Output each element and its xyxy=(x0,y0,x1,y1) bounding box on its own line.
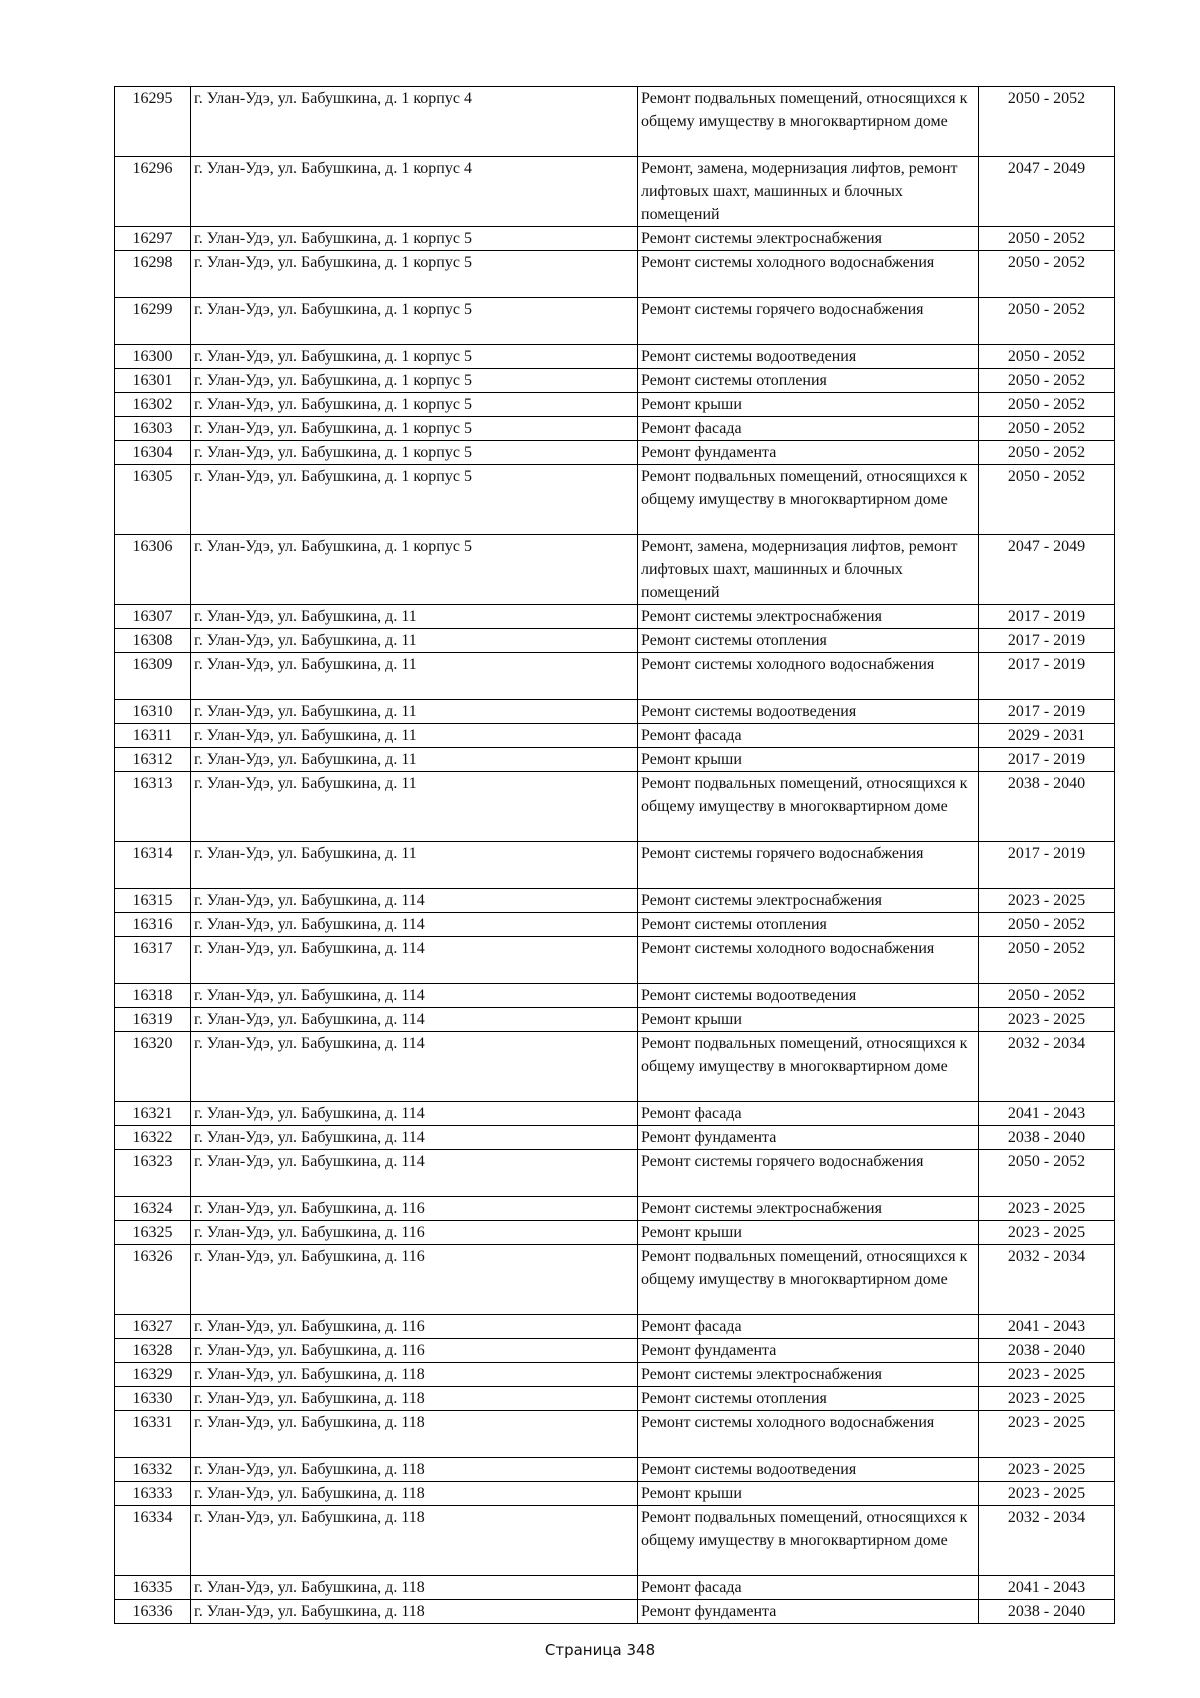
table-row xyxy=(115,1576,1115,1600)
address-cell: г. Улан-Удэ, ул. Бабушкина, д. 1 корпус 5 xyxy=(191,465,638,535)
row-number-cell: 16313 xyxy=(115,772,191,842)
table-row xyxy=(115,700,1115,724)
address-cell: г. Улан-Удэ, ул. Бабушкина, д. 118 xyxy=(191,1600,638,1624)
table-row xyxy=(115,345,1115,369)
table-row xyxy=(115,605,1115,629)
period-cell: 2023 - 2025 xyxy=(979,1197,1115,1221)
address-cell: г. Улан-Удэ, ул. Бабушкина, д. 11 xyxy=(191,700,638,724)
period-cell: 2017 - 2019 xyxy=(979,605,1115,629)
row-number-cell: 16318 xyxy=(115,984,191,1008)
period-cell: 2023 - 2025 xyxy=(979,1363,1115,1387)
address-cell: г. Улан-Удэ, ул. Бабушкина, д. 1 корпус 5 xyxy=(191,535,638,605)
period-cell: 2047 - 2049 xyxy=(979,535,1115,605)
table-row xyxy=(115,1221,1115,1245)
work-type-cell: Ремонт системы горячего водоснабжения xyxy=(638,298,979,345)
period-cell: 2050 - 2052 xyxy=(979,298,1115,345)
work-type-cell: Ремонт фасада xyxy=(638,417,979,441)
table-row xyxy=(115,913,1115,937)
address-cell: г. Улан-Удэ, ул. Бабушкина, д. 1 корпус 4 xyxy=(191,157,638,227)
period-cell: 2050 - 2052 xyxy=(979,417,1115,441)
address-cell: г. Улан-Удэ, ул. Бабушкина, д. 11 xyxy=(191,842,638,889)
work-type-cell: Ремонт системы электроснабжения xyxy=(638,889,979,913)
period-cell: 2017 - 2019 xyxy=(979,700,1115,724)
period-cell: 2050 - 2052 xyxy=(979,251,1115,298)
row-number-cell: 16315 xyxy=(115,889,191,913)
table-row xyxy=(115,1126,1115,1150)
address-cell: г. Улан-Удэ, ул. Бабушкина, д. 114 xyxy=(191,984,638,1008)
table-row xyxy=(115,1032,1115,1102)
table-row xyxy=(115,1008,1115,1032)
work-type-cell: Ремонт подвальных помещений, относящихся к общему имуществу в многоквартирном доме xyxy=(638,87,979,157)
table-row xyxy=(115,772,1115,842)
period-cell: 2050 - 2052 xyxy=(979,227,1115,251)
work-type-cell: Ремонт системы холодного водоснабжения xyxy=(638,1411,979,1458)
work-type-cell: Ремонт системы электроснабжения xyxy=(638,1363,979,1387)
period-cell: 2023 - 2025 xyxy=(979,1458,1115,1482)
address-cell: г. Улан-Удэ, ул. Бабушкина, д. 1 корпус 4 xyxy=(191,87,638,157)
table-row xyxy=(115,1600,1115,1624)
row-number-cell: 16304 xyxy=(115,441,191,465)
address-cell: г. Улан-Удэ, ул. Бабушкина, д. 116 xyxy=(191,1339,638,1363)
row-number-cell: 16335 xyxy=(115,1576,191,1600)
row-number-cell: 16302 xyxy=(115,393,191,417)
address-cell: г. Улан-Удэ, ул. Бабушкина, д. 114 xyxy=(191,1102,638,1126)
table-row xyxy=(115,1482,1115,1506)
work-type-cell: Ремонт системы горячего водоснабжения xyxy=(638,842,979,889)
repair-schedule-table xyxy=(114,86,1115,1624)
table-row xyxy=(115,653,1115,700)
table-row xyxy=(115,441,1115,465)
address-cell: г. Улан-Удэ, ул. Бабушкина, д. 118 xyxy=(191,1458,638,1482)
table-body xyxy=(115,87,1115,1624)
row-number-cell: 16328 xyxy=(115,1339,191,1363)
period-cell: 2050 - 2052 xyxy=(979,913,1115,937)
address-cell: г. Улан-Удэ, ул. Бабушкина, д. 1 корпус 5 xyxy=(191,298,638,345)
row-number-cell: 16317 xyxy=(115,937,191,984)
period-cell: 2023 - 2025 xyxy=(979,1482,1115,1506)
address-cell: г. Улан-Удэ, ул. Бабушкина, д. 116 xyxy=(191,1315,638,1339)
address-cell: г. Улан-Удэ, ул. Бабушкина, д. 114 xyxy=(191,913,638,937)
address-cell: г. Улан-Удэ, ул. Бабушкина, д. 118 xyxy=(191,1576,638,1600)
table-row xyxy=(115,157,1115,227)
address-cell: г. Улан-Удэ, ул. Бабушкина, д. 114 xyxy=(191,1008,638,1032)
work-type-cell: Ремонт крыши xyxy=(638,1221,979,1245)
table-row xyxy=(115,1458,1115,1482)
period-cell: 2023 - 2025 xyxy=(979,889,1115,913)
row-number-cell: 16311 xyxy=(115,724,191,748)
row-number-cell: 16309 xyxy=(115,653,191,700)
work-type-cell: Ремонт фундамента xyxy=(638,1339,979,1363)
address-cell: г. Улан-Удэ, ул. Бабушкина, д. 118 xyxy=(191,1411,638,1458)
period-cell: 2032 - 2034 xyxy=(979,1032,1115,1102)
work-type-cell: Ремонт крыши xyxy=(638,393,979,417)
address-cell: г. Улан-Удэ, ул. Бабушкина, д. 116 xyxy=(191,1221,638,1245)
row-number-cell: 16333 xyxy=(115,1482,191,1506)
work-type-cell: Ремонт фундамента xyxy=(638,441,979,465)
work-type-cell: Ремонт системы электроснабжения xyxy=(638,1197,979,1221)
table-row xyxy=(115,629,1115,653)
table-row xyxy=(115,1339,1115,1363)
period-cell: 2050 - 2052 xyxy=(979,369,1115,393)
work-type-cell: Ремонт системы отопления xyxy=(638,913,979,937)
table-row xyxy=(115,535,1115,605)
table-row xyxy=(115,1506,1115,1576)
address-cell: г. Улан-Удэ, ул. Бабушкина, д. 118 xyxy=(191,1482,638,1506)
address-cell: г. Улан-Удэ, ул. Бабушкина, д. 11 xyxy=(191,724,638,748)
row-number-cell: 16334 xyxy=(115,1506,191,1576)
work-type-cell: Ремонт фасада xyxy=(638,724,979,748)
row-number-cell: 16308 xyxy=(115,629,191,653)
row-number-cell: 16316 xyxy=(115,913,191,937)
period-cell: 2017 - 2019 xyxy=(979,842,1115,889)
address-cell: г. Улан-Удэ, ул. Бабушкина, д. 1 корпус 5 xyxy=(191,417,638,441)
table-row xyxy=(115,724,1115,748)
address-cell: г. Улан-Удэ, ул. Бабушкина, д. 1 корпус 5 xyxy=(191,251,638,298)
period-cell: 2041 - 2043 xyxy=(979,1315,1115,1339)
work-type-cell: Ремонт системы водоотведения xyxy=(638,1458,979,1482)
work-type-cell: Ремонт фасада xyxy=(638,1576,979,1600)
period-cell: 2047 - 2049 xyxy=(979,157,1115,227)
row-number-cell: 16305 xyxy=(115,465,191,535)
row-number-cell: 16306 xyxy=(115,535,191,605)
row-number-cell: 16314 xyxy=(115,842,191,889)
work-type-cell: Ремонт подвальных помещений, относящихся к общему имуществу в многоквартирном доме xyxy=(638,1032,979,1102)
row-number-cell: 16298 xyxy=(115,251,191,298)
period-cell: 2050 - 2052 xyxy=(979,1150,1115,1197)
period-cell: 2050 - 2052 xyxy=(979,465,1115,535)
table-row xyxy=(115,251,1115,298)
address-cell: г. Улан-Удэ, ул. Бабушкина, д. 114 xyxy=(191,937,638,984)
table-row xyxy=(115,393,1115,417)
table-row xyxy=(115,748,1115,772)
row-number-cell: 16321 xyxy=(115,1102,191,1126)
work-type-cell: Ремонт фасада xyxy=(638,1315,979,1339)
table-row xyxy=(115,369,1115,393)
work-type-cell: Ремонт системы отопления xyxy=(638,629,979,653)
row-number-cell: 16299 xyxy=(115,298,191,345)
work-type-cell: Ремонт системы холодного водоснабжения xyxy=(638,937,979,984)
period-cell: 2050 - 2052 xyxy=(979,937,1115,984)
period-cell: 2041 - 2043 xyxy=(979,1576,1115,1600)
work-type-cell: Ремонт фундамента xyxy=(638,1600,979,1624)
work-type-cell: Ремонт системы холодного водоснабжения xyxy=(638,653,979,700)
work-type-cell: Ремонт крыши xyxy=(638,1008,979,1032)
row-number-cell: 16319 xyxy=(115,1008,191,1032)
row-number-cell: 16330 xyxy=(115,1387,191,1411)
table-row xyxy=(115,87,1115,157)
table-row xyxy=(115,984,1115,1008)
row-number-cell: 16300 xyxy=(115,345,191,369)
work-type-cell: Ремонт, замена, модернизация лифтов, ремонт лифтовых шахт, машинных и блочных помещений xyxy=(638,535,979,605)
row-number-cell: 16307 xyxy=(115,605,191,629)
address-cell: г. Улан-Удэ, ул. Бабушкина, д. 118 xyxy=(191,1387,638,1411)
work-type-cell: Ремонт подвальных помещений, относящихся к общему имуществу в многоквартирном доме xyxy=(638,465,979,535)
table-row xyxy=(115,1150,1115,1197)
period-cell: 2017 - 2019 xyxy=(979,653,1115,700)
table-row xyxy=(115,842,1115,889)
work-type-cell: Ремонт системы отопления xyxy=(638,369,979,393)
address-cell: г. Улан-Удэ, ул. Бабушкина, д. 11 xyxy=(191,748,638,772)
work-type-cell: Ремонт подвальных помещений, относящихся к общему имуществу в многоквартирном доме xyxy=(638,772,979,842)
table-row xyxy=(115,417,1115,441)
period-cell: 2050 - 2052 xyxy=(979,393,1115,417)
period-cell: 2050 - 2052 xyxy=(979,441,1115,465)
address-cell: г. Улан-Удэ, ул. Бабушкина, д. 1 корпус 5 xyxy=(191,227,638,251)
period-cell: 2032 - 2034 xyxy=(979,1506,1115,1576)
work-type-cell: Ремонт крыши xyxy=(638,748,979,772)
table-row xyxy=(115,937,1115,984)
row-number-cell: 16320 xyxy=(115,1032,191,1102)
work-type-cell: Ремонт фундамента xyxy=(638,1126,979,1150)
table-row xyxy=(115,465,1115,535)
row-number-cell: 16336 xyxy=(115,1600,191,1624)
period-cell: 2050 - 2052 xyxy=(979,984,1115,1008)
address-cell: г. Улан-Удэ, ул. Бабушкина, д. 1 корпус 5 xyxy=(191,441,638,465)
row-number-cell: 16327 xyxy=(115,1315,191,1339)
work-type-cell: Ремонт системы отопления xyxy=(638,1387,979,1411)
work-type-cell: Ремонт фасада xyxy=(638,1102,979,1126)
period-cell: 2038 - 2040 xyxy=(979,1339,1115,1363)
address-cell: г. Улан-Удэ, ул. Бабушкина, д. 1 корпус 5 xyxy=(191,369,638,393)
period-cell: 2038 - 2040 xyxy=(979,772,1115,842)
row-number-cell: 16296 xyxy=(115,157,191,227)
table-row xyxy=(115,1363,1115,1387)
address-cell: г. Улан-Удэ, ул. Бабушкина, д. 114 xyxy=(191,1032,638,1102)
work-type-cell: Ремонт системы горячего водоснабжения xyxy=(638,1150,979,1197)
work-type-cell: Ремонт системы водоотведения xyxy=(638,700,979,724)
period-cell: 2023 - 2025 xyxy=(979,1411,1115,1458)
address-cell: г. Улан-Удэ, ул. Бабушкина, д. 116 xyxy=(191,1197,638,1221)
row-number-cell: 16331 xyxy=(115,1411,191,1458)
address-cell: г. Улан-Удэ, ул. Бабушкина, д. 118 xyxy=(191,1506,638,1576)
row-number-cell: 16332 xyxy=(115,1458,191,1482)
address-cell: г. Улан-Удэ, ул. Бабушкина, д. 118 xyxy=(191,1363,638,1387)
table-row xyxy=(115,1197,1115,1221)
table-row xyxy=(115,1315,1115,1339)
table-row xyxy=(115,889,1115,913)
period-cell: 2041 - 2043 xyxy=(979,1102,1115,1126)
row-number-cell: 16312 xyxy=(115,748,191,772)
row-number-cell: 16323 xyxy=(115,1150,191,1197)
table-row xyxy=(115,227,1115,251)
table-row xyxy=(115,1245,1115,1315)
address-cell: г. Улан-Удэ, ул. Бабушкина, д. 1 корпус 5 xyxy=(191,345,638,369)
period-cell: 2023 - 2025 xyxy=(979,1387,1115,1411)
table-row xyxy=(115,298,1115,345)
period-cell: 2017 - 2019 xyxy=(979,629,1115,653)
work-type-cell: Ремонт системы водоотведения xyxy=(638,984,979,1008)
work-type-cell: Ремонт подвальных помещений, относящихся к общему имуществу в многоквартирном доме xyxy=(638,1506,979,1576)
row-number-cell: 16325 xyxy=(115,1221,191,1245)
row-number-cell: 16322 xyxy=(115,1126,191,1150)
row-number-cell: 16324 xyxy=(115,1197,191,1221)
work-type-cell: Ремонт системы электроснабжения xyxy=(638,227,979,251)
address-cell: г. Улан-Удэ, ул. Бабушкина, д. 114 xyxy=(191,1150,638,1197)
table-row xyxy=(115,1387,1115,1411)
table-row xyxy=(115,1102,1115,1126)
row-number-cell: 16297 xyxy=(115,227,191,251)
page-number: Страница 348 xyxy=(544,1641,656,1659)
period-cell: 2038 - 2040 xyxy=(979,1600,1115,1624)
table-row xyxy=(115,1411,1115,1458)
work-type-cell: Ремонт, замена, модернизация лифтов, ремонт лифтовых шахт, машинных и блочных помещений xyxy=(638,157,979,227)
period-cell: 2050 - 2052 xyxy=(979,345,1115,369)
work-type-cell: Ремонт системы водоотведения xyxy=(638,345,979,369)
period-cell: 2017 - 2019 xyxy=(979,748,1115,772)
work-type-cell: Ремонт подвальных помещений, относящихся к общему имуществу в многоквартирном доме xyxy=(638,1245,979,1315)
row-number-cell: 16295 xyxy=(115,87,191,157)
work-type-cell: Ремонт крыши xyxy=(638,1482,979,1506)
period-cell: 2050 - 2052 xyxy=(979,87,1115,157)
address-cell: г. Улан-Удэ, ул. Бабушкина, д. 11 xyxy=(191,772,638,842)
address-cell: г. Улан-Удэ, ул. Бабушкина, д. 116 xyxy=(191,1245,638,1315)
period-cell: 2023 - 2025 xyxy=(979,1221,1115,1245)
period-cell: 2032 - 2034 xyxy=(979,1245,1115,1315)
period-cell: 2023 - 2025 xyxy=(979,1008,1115,1032)
address-cell: г. Улан-Удэ, ул. Бабушкина, д. 1 корпус 5 xyxy=(191,393,638,417)
row-number-cell: 16301 xyxy=(115,369,191,393)
address-cell: г. Улан-Удэ, ул. Бабушкина, д. 11 xyxy=(191,653,638,700)
address-cell: г. Улан-Удэ, ул. Бабушкина, д. 114 xyxy=(191,1126,638,1150)
work-type-cell: Ремонт системы холодного водоснабжения xyxy=(638,251,979,298)
address-cell: г. Улан-Удэ, ул. Бабушкина, д. 114 xyxy=(191,889,638,913)
row-number-cell: 16303 xyxy=(115,417,191,441)
work-type-cell: Ремонт системы электроснабжения xyxy=(638,605,979,629)
row-number-cell: 16326 xyxy=(115,1245,191,1315)
period-cell: 2038 - 2040 xyxy=(979,1126,1115,1150)
address-cell: г. Улан-Удэ, ул. Бабушкина, д. 11 xyxy=(191,605,638,629)
period-cell: 2029 - 2031 xyxy=(979,724,1115,748)
address-cell: г. Улан-Удэ, ул. Бабушкина, д. 11 xyxy=(191,629,638,653)
row-number-cell: 16329 xyxy=(115,1363,191,1387)
row-number-cell: 16310 xyxy=(115,700,191,724)
